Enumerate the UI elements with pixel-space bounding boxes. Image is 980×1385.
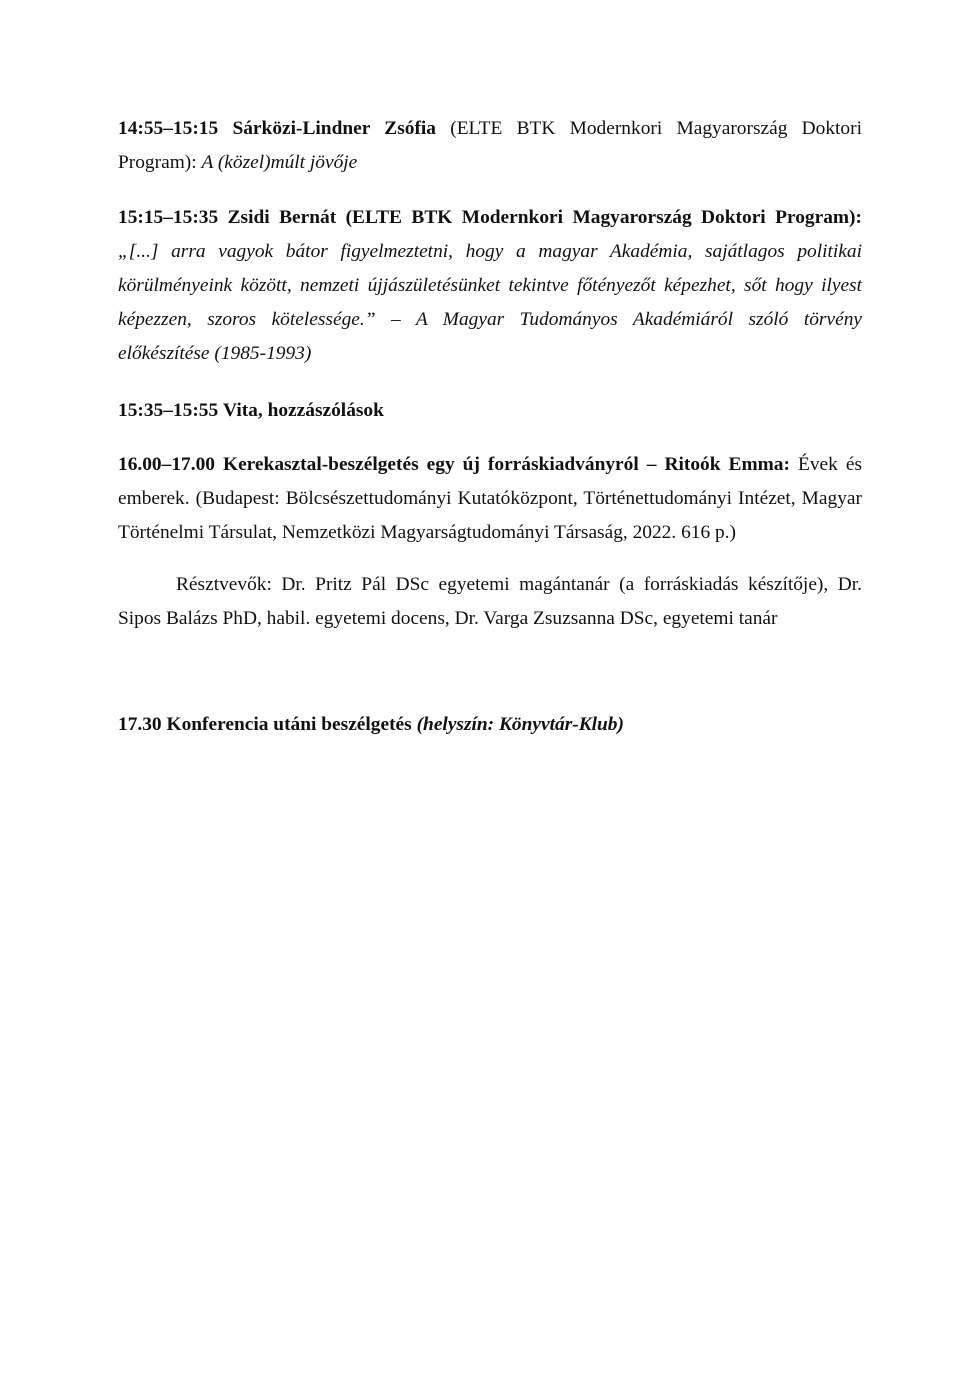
participants-text: Résztvevők: Dr. Pritz Pál DSc egyetemi magántanár (a forráskiadás készítője), Dr. Sipos Balázs PhD, habil. egyetemi docens, Dr. Varga Zsuzsanna DSc, egyetemi tanár — [118, 574, 862, 629]
time-slot: 15:35–15:55 — [118, 400, 219, 421]
time-slot: 17.30 — [118, 714, 162, 735]
talk-title: A (közel)múlt jövője — [201, 152, 358, 173]
program-item-sarkozi — [118, 112, 862, 180]
speaker-name: Sárközi-Lindner Zsófia — [232, 118, 436, 139]
session-label: Vita, hozzászólások — [223, 400, 384, 421]
location-note: (helyszín: Könyvtár-Klub) — [416, 714, 624, 735]
program-item-zsidi — [118, 201, 862, 371]
time-slot: 14:55–15:15 — [118, 118, 219, 139]
affiliation: (ELTE BTK Modernkori Magyarország Doktori Program): — [345, 207, 862, 228]
book-reference: Évek és emberek. (Budapest: Bölcsészettudományi Kutatóközpont, Történettudományi Intézet, Magyar Történelmi Társulat, Nemzetközi Magyarságtudományi Társaság, 2022. 616 p.) — [118, 454, 862, 543]
participants-paragraph — [118, 568, 862, 636]
talk-title: „[...] arra vagyok bátor figyelmeztetni, hogy a magyar Akadémia, sajátlagos politikai körülményeink között, nemzeti újjászületésünket tekintve főtényezőt képezhet, sőt hogy ilyest képezzen, szoros kötelessége.” – A Magyar Tudományos Akadémiáról szóló törvény előkészítése (1985-1993) — [118, 241, 862, 364]
session-label: Konferencia utáni beszélgetés — [166, 714, 412, 735]
time-slot: 16.00–17.00 — [118, 454, 215, 475]
session-label: Kerekasztal-beszélgetés egy új forráskiadványról – Ritoók Emma: — [222, 454, 790, 475]
affiliation: (ELTE BTK Modernkori Magyarország Doktori Program): — [118, 118, 862, 173]
program-item-discussion — [118, 394, 862, 428]
program-item-evening — [118, 708, 862, 742]
speaker-name: Zsidi Bernát — [227, 207, 337, 228]
program-item-roundtable — [118, 448, 862, 550]
time-slot: 15:15–15:35 — [118, 207, 219, 228]
